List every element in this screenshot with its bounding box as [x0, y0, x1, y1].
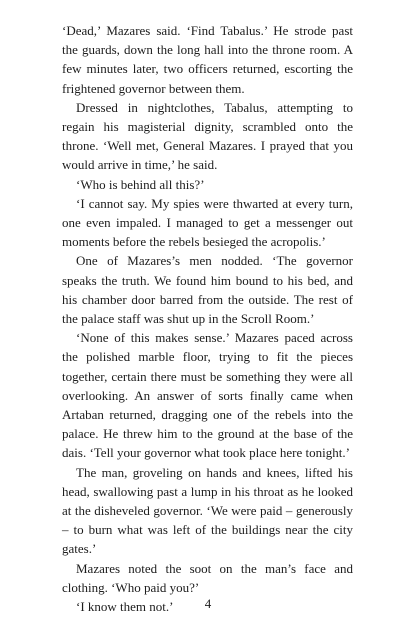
paragraph-4: ‘I cannot say. My spies were thwarted at every turn, one even impaled. I managed to get a messenger out moments before the rebels besieged the acropolis.’: [62, 195, 353, 250]
paragraph-1: ‘Dead,’ Mazares said. ‘Find Tabalus.’ He strode past the guards, down the long hall into the throne room. A few minutes later, two officers returned, escorting the frightened governor between them.: [62, 23, 353, 96]
paragraph-5: One of Mazares’s men nodded. ‘The governor speaks the truth. We found him bound to his bed, and his chamber door barred from the outside. The rest of the palace staff was shut up in the Scroll Room.’: [62, 253, 353, 327]
page-number: 4: [204, 596, 212, 611]
paragraph-2: Dressed in nightclothes, Tabalus, attempting to regain his magisterial dignity, scrambled onto the throne. ‘Well met, General Mazares. I prayed that you would arrive in time,’ he said.: [62, 99, 353, 173]
paragraph-8: Mazares noted the soot on the man’s face and clothing. ‘Who paid you?’: [62, 560, 353, 595]
paragraph-9: ‘I know them not.’: [76, 599, 174, 615]
paragraph-6: ‘None of this makes sense.’ Mazares paced across the polished marble floor, trying to fit the pieces together, certain there must be something they were all overlooking. An answer of sorts finally came when Artaban returned, dragging one of the rebels into the palace. He threw him to the ground at the base of the dais. ‘Tell your governor what took place here tonight.’: [62, 330, 353, 461]
paragraph-3: ‘Who is behind all this?’: [76, 176, 205, 192]
paragraph-7: The man, groveling on hands and knees, lifted his head, swallowing past a lump in his throat as he looked at the disheveled governor. ‘We were paid – generously – to burn what was left of the buildings near the city gates.’: [62, 464, 353, 557]
body-text: [62, 21, 353, 616]
